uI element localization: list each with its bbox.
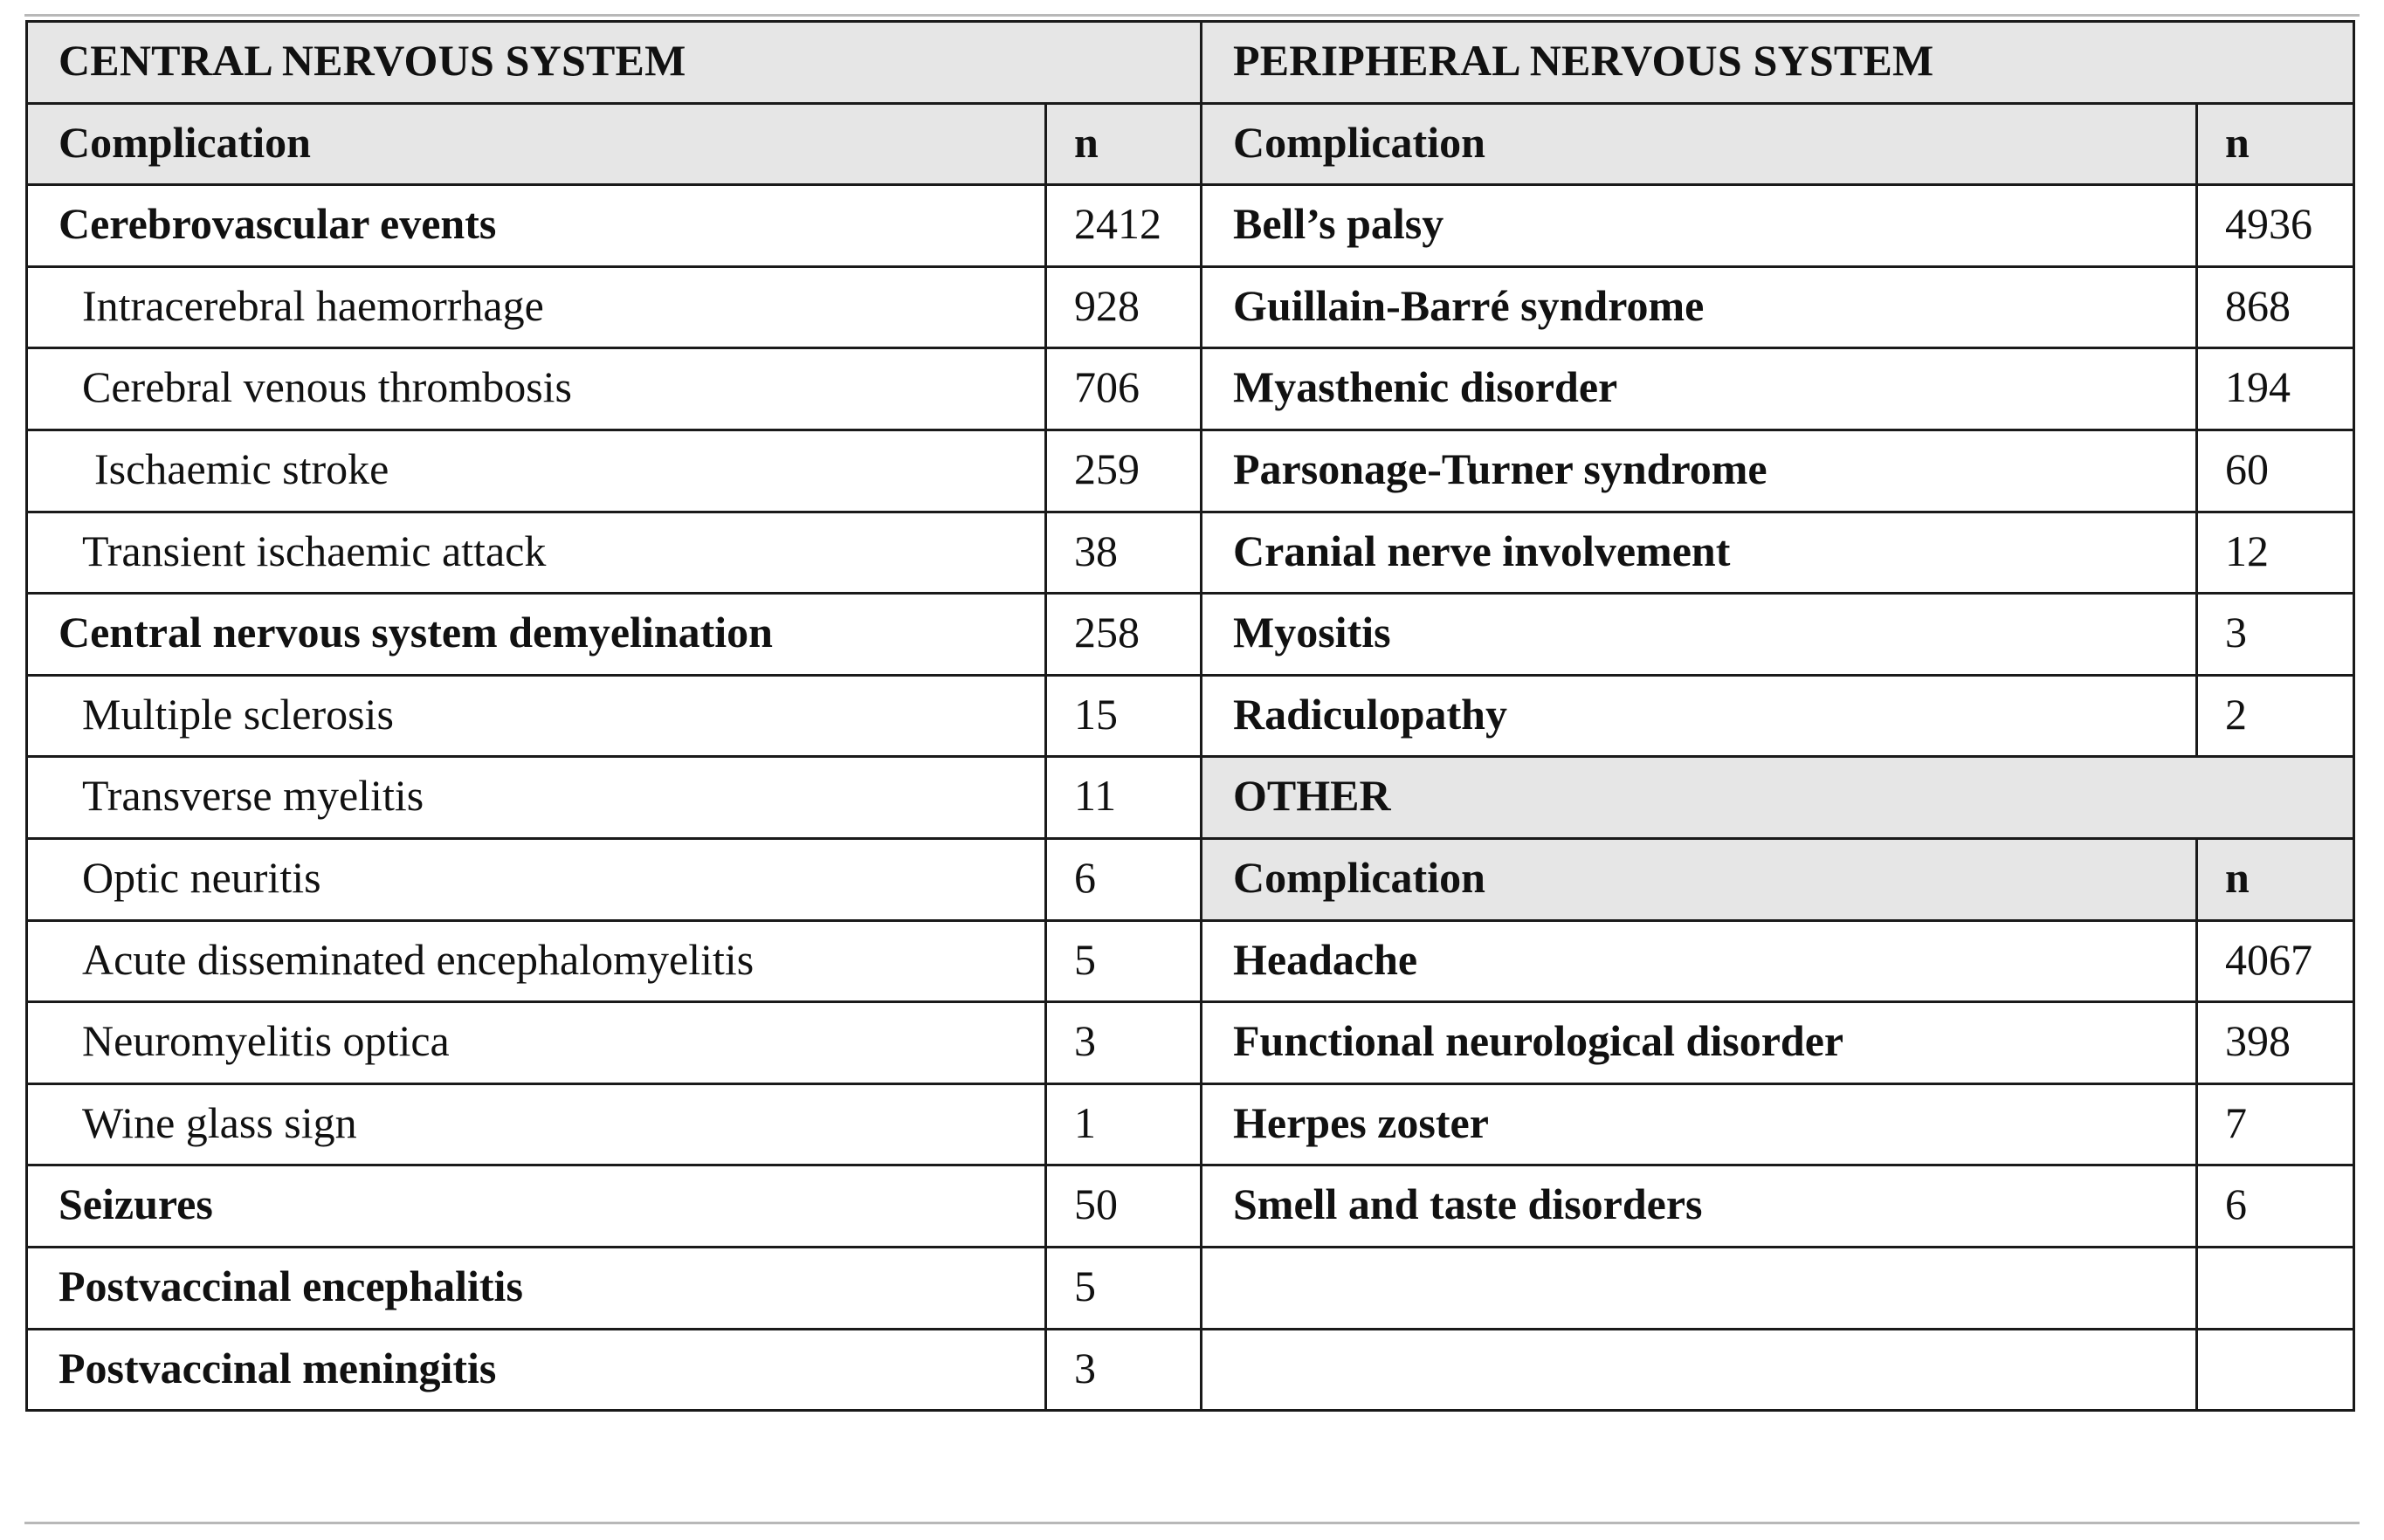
other-n: 7 [2197,1083,2354,1165]
other-label: Headache [1202,920,2197,1002]
table-row [27,348,2354,430]
cns-n: 258 [1046,594,1202,676]
pns-n: 3 [2197,594,2354,676]
pns-n: 60 [2197,430,2354,512]
cns-label: Acute disseminated encephalomyelitis [27,920,1046,1002]
cns-n: 11 [1046,757,1202,839]
other-section-title: OTHER [1233,771,1391,821]
pns-label: Cranial nerve involvement [1202,512,2197,594]
cns-label: Cerebral venous thrombosis [27,348,1046,430]
pns-col-n: n [2197,103,2354,185]
other-n: 398 [2197,1002,2354,1084]
cns-n: 5 [1046,920,1202,1002]
cns-label: Wine glass sign [27,1083,1046,1165]
empty-cell [2197,1247,2354,1329]
cns-label: Optic neuritis [27,838,1046,920]
other-label: Functional neurological disorder [1202,1002,2197,1084]
other-col-complication: Complication [1202,838,2197,920]
complications-table [25,20,2355,1412]
pns-label: Guillain-Barré syndrome [1202,266,2197,348]
pns-label: Myositis [1202,594,2197,676]
table-row [27,920,2354,1002]
cns-label: Transverse myelitis [27,757,1046,839]
other-col-n: n [2197,838,2354,920]
pns-section-title: PERIPHERAL NERVOUS SYSTEM [1233,36,1934,85]
cns-section-title-cell [27,22,1202,104]
table-row [27,185,2354,267]
top-rule [24,14,2360,17]
cns-n: 928 [1046,266,1202,348]
cns-label: Intracerebral haemorrhage [27,266,1046,348]
cns-label: Neuromyelitis optica [27,1002,1046,1084]
pns-n: 12 [2197,512,2354,594]
table-row [27,1002,2354,1084]
cns-n: 6 [1046,838,1202,920]
pns-n: 2 [2197,675,2354,757]
cns-label: Transient ischaemic attack [27,512,1046,594]
pns-label: Myasthenic disorder [1202,348,2197,430]
cns-n: 2412 [1046,185,1202,267]
cns-n: 50 [1046,1165,1202,1248]
cns-n: 5 [1046,1247,1202,1329]
empty-cell [2197,1329,2354,1411]
cns-n: 3 [1046,1002,1202,1084]
table-row [27,1083,2354,1165]
other-n: 4067 [2197,920,2354,1002]
table-row [27,675,2354,757]
cns-n: 38 [1046,512,1202,594]
table-row [27,594,2354,676]
table-row [27,1247,2354,1329]
table-row [27,22,2354,104]
table-row [27,838,2354,920]
cns-section-title: CENTRAL NERVOUS SYSTEM [59,36,686,85]
cns-label: Cerebrovascular events [27,185,1046,267]
cns-label: Ischaemic stroke [27,430,1046,512]
empty-cell [1202,1329,2197,1411]
table-row [27,757,2354,839]
pns-label: Radiculopathy [1202,675,2197,757]
table-row [27,266,2354,348]
pns-col-complication: Complication [1202,103,2197,185]
pns-n: 194 [2197,348,2354,430]
other-n: 6 [2197,1165,2354,1248]
pns-label: Bell’s palsy [1202,185,2197,267]
pns-n: 868 [2197,266,2354,348]
cns-n: 1 [1046,1083,1202,1165]
bottom-rule [24,1522,2360,1524]
cns-n: 706 [1046,348,1202,430]
cns-label: Seizures [27,1165,1046,1248]
cns-label: Central nervous system demyelination [27,594,1046,676]
other-section-title-cell [1202,757,2354,839]
empty-cell [1202,1247,2197,1329]
table-row [27,430,2354,512]
other-label: Herpes zoster [1202,1083,2197,1165]
cns-n: 3 [1046,1329,1202,1411]
cns-label: Multiple sclerosis [27,675,1046,757]
cns-n: 259 [1046,430,1202,512]
cns-label: Postvaccinal meningitis [27,1329,1046,1411]
pns-n: 4936 [2197,185,2354,267]
cns-label: Postvaccinal encephalitis [27,1247,1046,1329]
table-row [27,1329,2354,1411]
cns-n: 15 [1046,675,1202,757]
other-label: Smell and taste disorders [1202,1165,2197,1248]
pns-label: Parsonage-Turner syndrome [1202,430,2197,512]
table-row [27,103,2354,185]
table-row [27,512,2354,594]
cns-col-complication: Complication [27,103,1046,185]
table-row [27,1165,2354,1248]
pns-section-title-cell [1202,22,2354,104]
cns-col-n: n [1046,103,1202,185]
